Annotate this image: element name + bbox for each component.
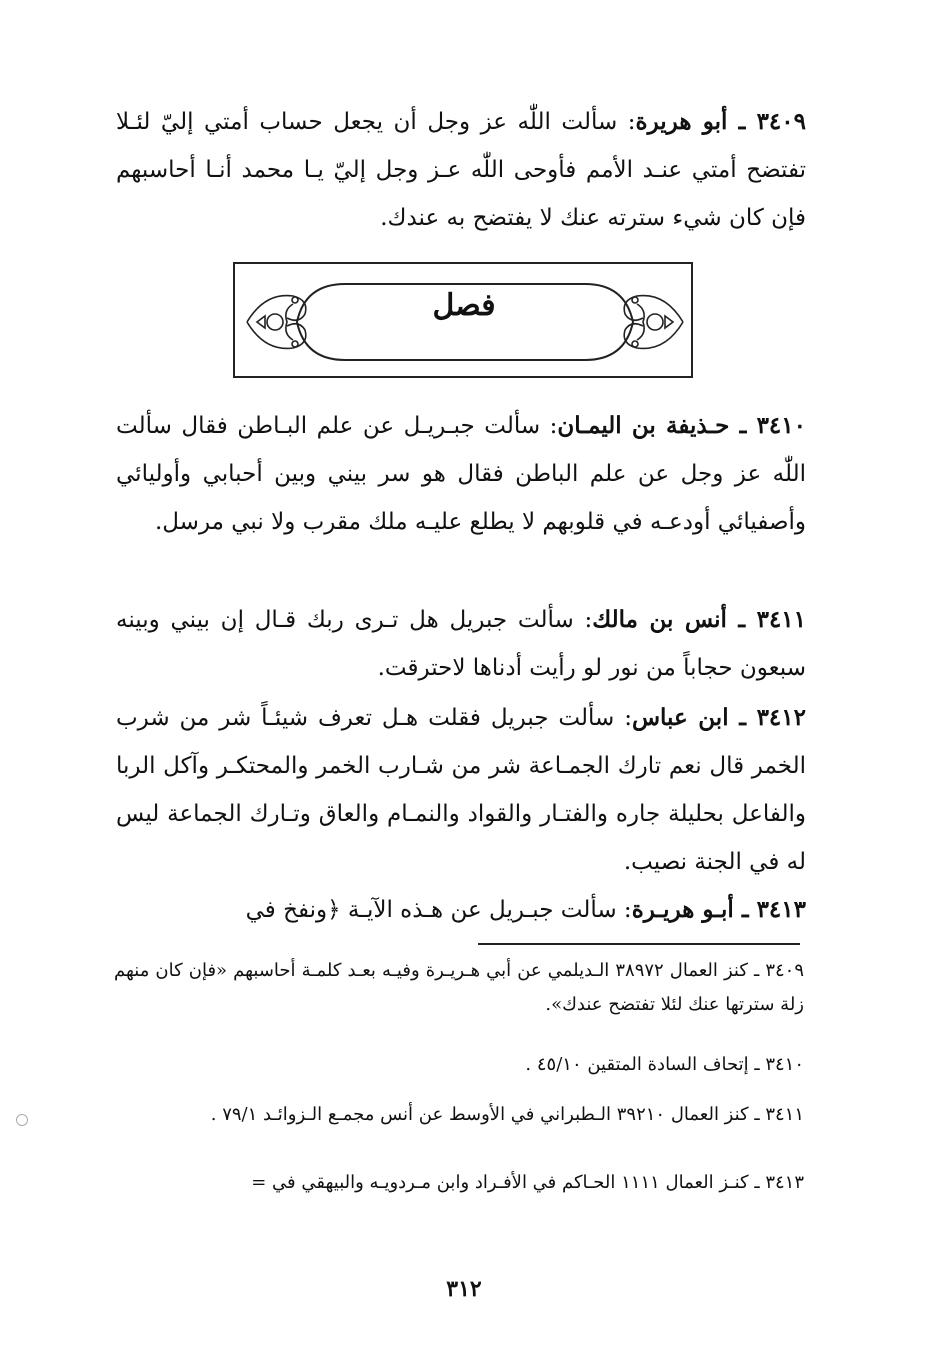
entry-text: : سألت جبريل هل تـرى ربك قـال إن بيني وبينه سبعون حجاباً من نور لو رأيت أدناها لاحترقت. <box>116 607 806 681</box>
narrator-name: ابن عباس <box>631 704 729 731</box>
entry-number: ٣٤١٣ <box>756 896 806 923</box>
footnote-3410: ٣٤١٠ ـ إتحاف السادة المتقين ٤٥/١٠ . <box>525 1054 804 1075</box>
entry-text: : سألت جبريل فقلت هـل تعرف شيئـاً شر من شرب الخمر قال نعم تارك الجمـاعة شر من شـارب الخمر والمحتكـر وآكل الربا والفاعل بحليلة جاره والفتـار والقواد والنمـام والعاق وتـارك الجماعة ليس له في الجنة نصيب. <box>116 705 806 875</box>
entry-text: : سألت اللّٰه عز وجل أن يجعل حساب أمتي إليّ لئـلا تفتضح أمتي عنـد الأمم فأوحى اللّٰه عـز وجل إليّ يـا محمد أنـا أحاسبهم فإن كان شيء سترته عنك لا يفتضح به عندك. <box>116 109 806 231</box>
footnote-separator <box>478 943 800 945</box>
entry-separator: ـ <box>727 108 757 135</box>
entry-3411 <box>116 596 806 692</box>
entry-separator: ـ <box>728 704 757 731</box>
entry-separator: ـ <box>726 606 757 633</box>
page-number: ٣١٢ <box>446 1276 482 1302</box>
entry-number: ٣٤١١ <box>756 606 807 633</box>
entry-3409 <box>116 98 806 242</box>
narrator-name: أنس بن مالك <box>592 606 727 633</box>
footnote-3411: ٣٤١١ ـ كنز العمال ٣٩٢١٠ الـطبراني في الأوسط عن أنس مجمـع الـزوائـد ٧٩/١ . <box>210 1104 804 1125</box>
narrator-name: أبو هريرة <box>635 108 728 135</box>
entry-3410 <box>116 402 806 546</box>
entry-3413 <box>116 886 806 934</box>
entry-number: ٣٤٠٩ <box>756 108 806 135</box>
entry-3412 <box>116 694 806 886</box>
footnote-3413: ٣٤١٣ ـ كنـز العمال ١١١١ الحـاكم في الأفـراد وابن مـردويـه والبيهقي في = <box>251 1172 804 1193</box>
narrator-name: حـذيفة بن اليمـان <box>557 412 730 439</box>
entry-separator: ـ <box>729 412 757 439</box>
entry-text: : سألت جبـريل عن هـذه الآيـة ﴿ونفخ في <box>245 897 632 923</box>
entry-text: : سألت جبـريـل عن علم البـاطن فقال سألت اللّٰه عز وجل عن علم الباطن فقال هو سر بيني وبين أحبابي وأوليائي وأصفيائي أودعـه في قلوبهم لا يطلع عليـه ملك مقرب ولا نبي مرسل. <box>116 413 806 535</box>
margin-circle-icon <box>16 1114 28 1126</box>
entry-separator: ـ <box>733 896 757 923</box>
entry-number: ٣٤١٢ <box>756 704 806 731</box>
footnote-3409: ٣٤٠٩ ـ كنز العمال ٣٨٩٧٢ الـديلمي عن أبي هـريـرة وفيـه بعـد كلمـة أحاسبهم «فإن كان منهم زلة سترتها عنك لئلا تفتضح عندك». <box>114 960 804 1015</box>
narrator-name: أبـو هريـرة <box>631 896 734 923</box>
section-title: فصل <box>432 288 496 323</box>
entry-number: ٣٤١٠ <box>756 412 806 439</box>
